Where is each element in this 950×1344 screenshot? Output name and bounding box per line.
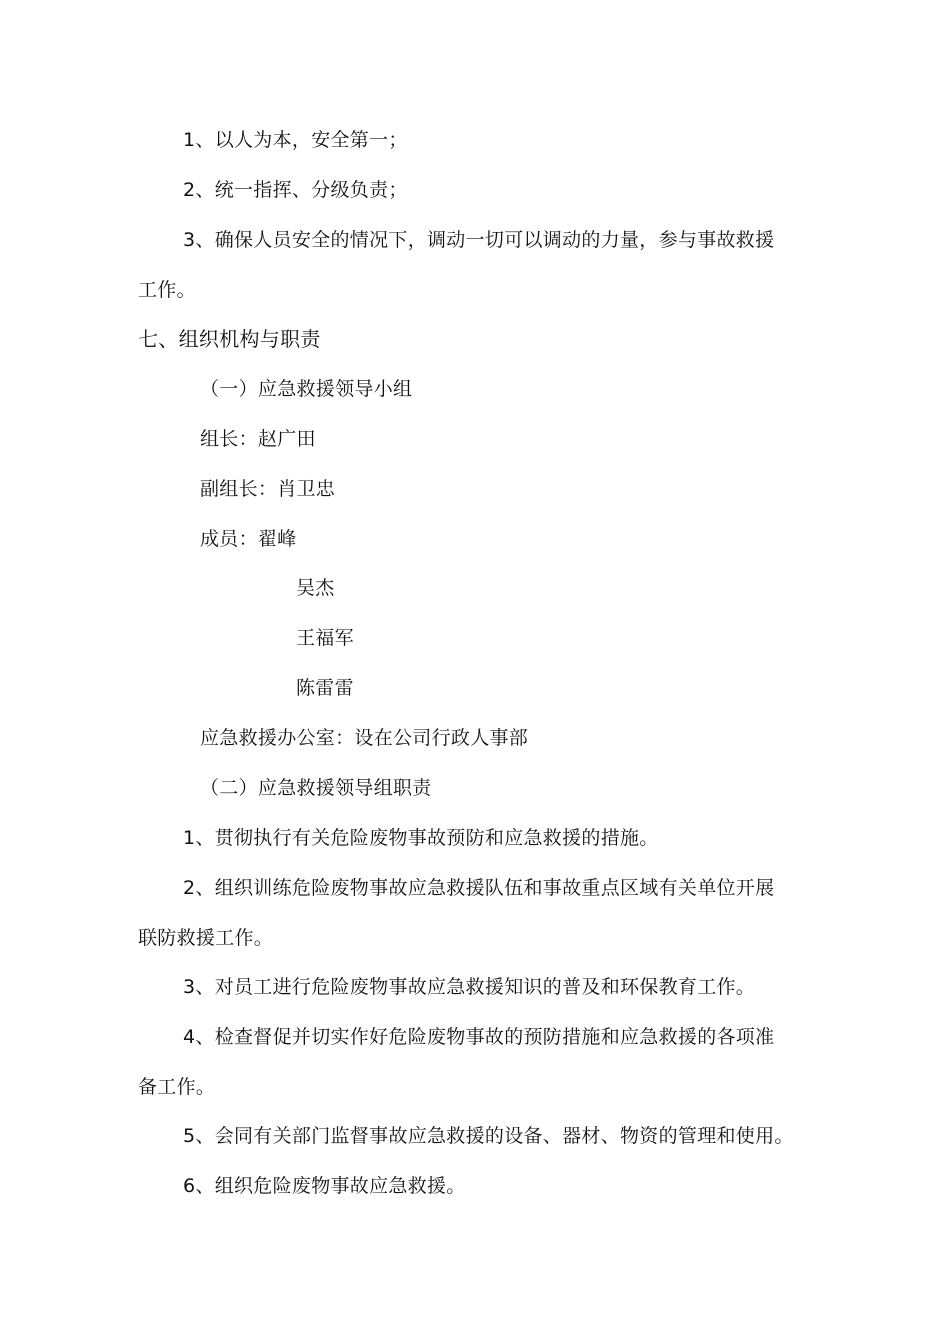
member-2: 王福军 bbox=[296, 627, 354, 649]
duty-4: 4、检查督促并切实作好危险废物事故的预防措施和应急救援的各项准 bbox=[183, 1026, 775, 1048]
duty-2: 2、组织训练危险废物事故应急救援队伍和事故重点区域有关单位开展 bbox=[183, 877, 775, 899]
principle-1: 1、以人为本，安全第一； bbox=[183, 129, 408, 151]
subsection-1-title: （一）应急救援领导小组 bbox=[200, 378, 413, 400]
duty-3: 3、对员工进行危险废物事故应急救援知识的普及和环保教育工作。 bbox=[183, 976, 756, 998]
duty-1: 1、贯彻执行有关危险废物事故预防和应急救援的措施。 bbox=[183, 827, 659, 849]
principle-3-continued: 工作。 bbox=[138, 279, 196, 301]
duty-6: 6、组织危险废物事故应急救援。 bbox=[183, 1175, 466, 1197]
group-leader: 组长：赵广田 bbox=[200, 428, 316, 450]
principle-3: 3、确保人员安全的情况下，调动一切可以调动的力量，参与事故救援 bbox=[183, 229, 775, 251]
duty-4-continued: 备工作。 bbox=[138, 1076, 216, 1098]
subsection-2-title: （二）应急救援领导组职责 bbox=[200, 777, 432, 799]
section-title: 七、组织机构与职责 bbox=[138, 327, 321, 351]
duty-2-continued: 联防救援工作。 bbox=[138, 927, 274, 949]
deputy-leader: 副组长：肖卫忠 bbox=[200, 478, 336, 500]
member-1: 吴杰 bbox=[296, 577, 335, 599]
emergency-office: 应急救援办公室：设在公司行政人事部 bbox=[200, 727, 529, 749]
duty-5: 5、会同有关部门监督事故应急救援的设备、器材、物资的管理和使用。 bbox=[183, 1125, 794, 1147]
principle-2: 2、统一指挥、分级负责； bbox=[183, 179, 408, 201]
member-3: 陈雷雷 bbox=[296, 677, 354, 699]
members-label: 成员：翟峰 bbox=[200, 528, 297, 550]
